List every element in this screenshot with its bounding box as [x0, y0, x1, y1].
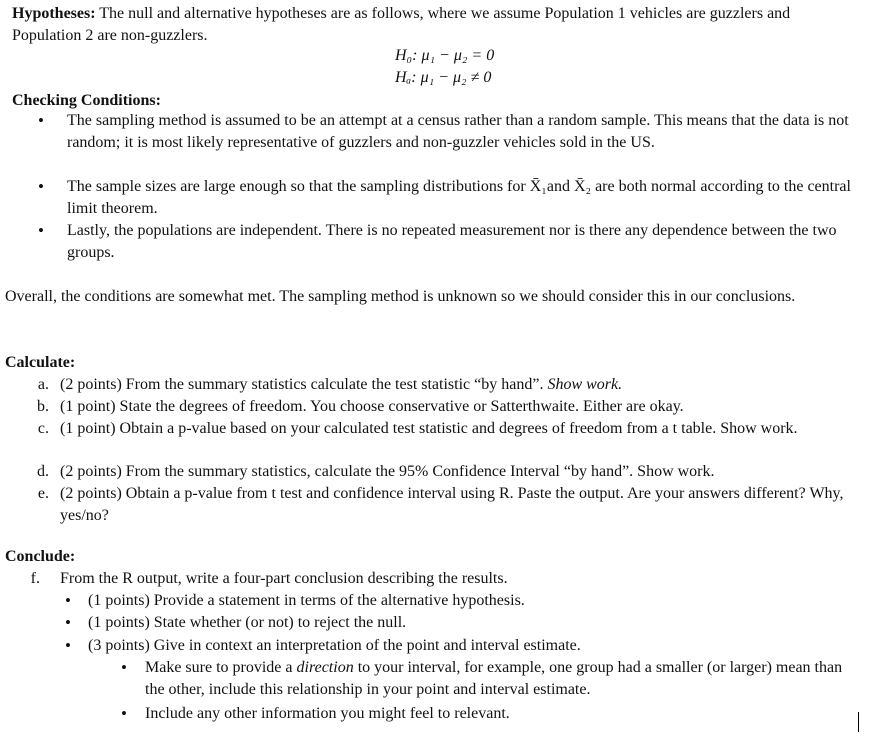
conditions-heading: Checking Conditions: [12, 92, 161, 109]
bullet-icon [61, 612, 75, 635]
conclude-item-text: From the R output, write a four-part conclusion describing the results. [60, 570, 508, 587]
bullet-icon [61, 590, 75, 613]
conclude-heading: Conclude: [5, 548, 76, 565]
calculate-heading: Calculate: [5, 354, 76, 371]
conclude-item-label: f. [30, 570, 40, 587]
document-page: Hypotheses: The null and alternative hypotheses are as follows, where we assume Population 1 vehicles are guzzlers and Population 2 are non-guzzlers. H₀: μ₁ − μ₂ = 0 Hₐ: μ₁ − μ₂ ≠ 0 Checking Conditions: • The sampling method is assumed to be an attempt at a census rather than a random sample. This means that the data is not random; it is most likely representative of guzzlers and non-guzzler vehicles sold in the US. • The sample sizes are large enough so that the sampling distributions for X̄₁and X̄₂ are both normal according to the central limit theorem. • Lastly, the populations are independent. There is no repeated measurement nor is there any dependence between the two groups. Overall, the conditions are somewhat met. The sampling method is unknown so we should consider this in our conclusions. Calculate: a. (2 points) From the summary statistics calculate the test statistic “by hand”. Show work. b. (1 point) State the degrees of freedom. You choose conservative or Satterthwaite. Either are okay. c. (1 point) Obtain a p-value based on your calculated test statistic and degrees of freedom from a t table. Show work. d. (2 points) From the summary statistics, calculate the 95% Confidence Interval “by hand”. Show work. e. (2 points) Obtain a p-value from t test and confidence interval using R. Paste the output. Are your answers different? Why, yes/no? Conclude: f. From the R output, write a four-part conclusion describing the results. • (1 points) Provide a statement in terms of the alternative hypothesis. • (1 points) State whether (or not) to reject the null. • (3 points) Give in context an interpretation of the point and interval estimate. • Make sure to provide a direction to your interval, for example, one group had a smaller (or larger) mean than the other, include this relationship in your point and interval estimate. • Include any other information you might feel to relevant. [0, 0, 878, 746]
bullet-icon [34, 176, 48, 199]
bullet-icon [117, 703, 131, 726]
alternative-hypothesis: Hₐ: μ₁ − μ₂ ≠ 0 [395, 69, 492, 86]
hypotheses-text: The null and alternative hypotheses are as follows, where we assume Population 1 vehicles are guzzlers and Population 2 are non-guzzlers. [12, 5, 791, 44]
bullet-icon [61, 635, 75, 658]
null-hypothesis: H₀: μ₁ − μ₂ = 0 [395, 47, 495, 64]
bullet-icon [34, 110, 48, 133]
text-cursor [858, 712, 859, 732]
hypotheses-paragraph [12, 3, 827, 47]
bullet-icon [34, 220, 48, 243]
bullet-icon [117, 657, 131, 680]
overall-paragraph: Overall, the conditions are somewhat met. The sampling method is unknown so we should consider this in our conclusions. [5, 288, 796, 305]
hypotheses-heading: Hypotheses: [12, 5, 96, 22]
